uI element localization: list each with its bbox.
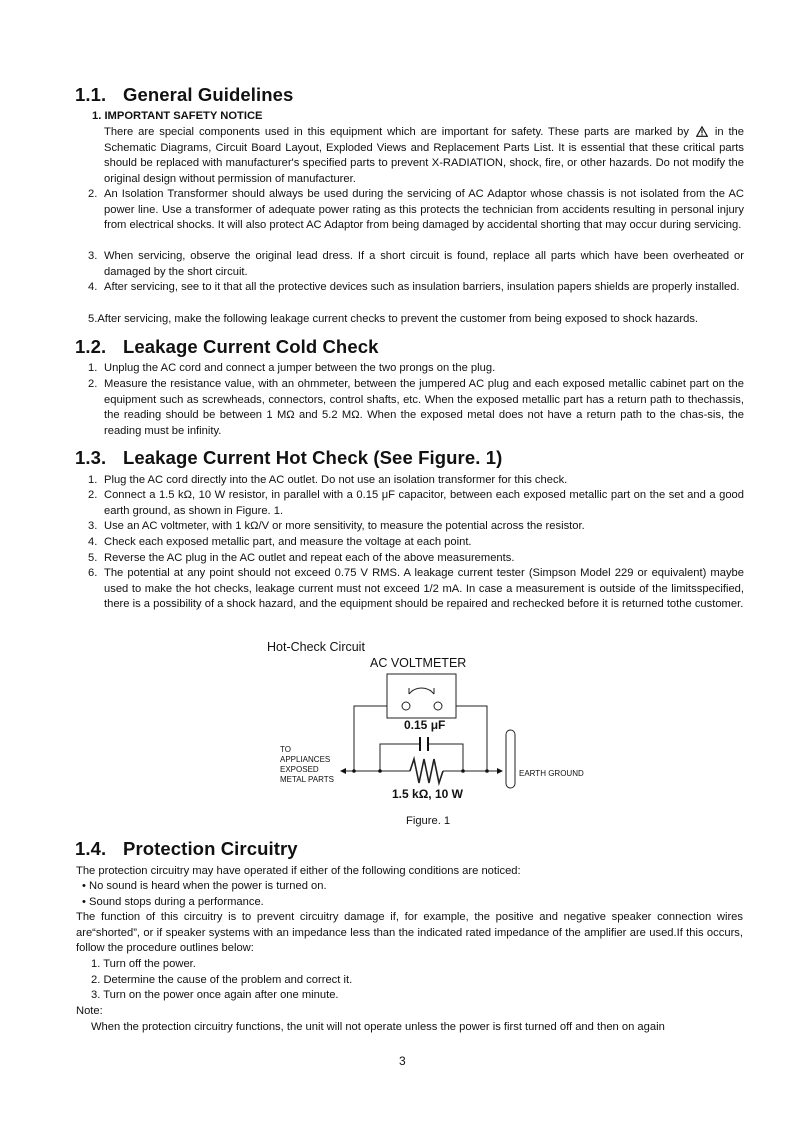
section-heading-1-2: 1.2. Leakage Current Cold Check xyxy=(75,336,379,357)
safety-notice-item-1: There are special components used in this equipment which are important for safety. These parts are marked by in the Schematic Diagrams, Circuit Board Layout, Exploded Views and Replacement Parts List. It is essential that these critical parts should be replaced with manufacturer's specified parts to prevent X-RADIATION, shock, fire, or other hazards. Do not modify the original design without permission of manufacturer. xyxy=(104,126,745,185)
note-text: When the protection circuitry functions, the unit will not operate unless the power is first turned off and then on again xyxy=(91,1021,665,1033)
guideline-item-5: 5.After servicing, make the following leakage current checks to prevent the customer from being exposed to shock hazards. xyxy=(88,313,699,325)
appliances-label: TO APPLIANCES EXPOSED METAL PARTS xyxy=(280,745,334,784)
hot-check-item-3: 3. Use an AC voltmeter, with 1 kΩ/V or more sensitivity, to measure the potential across the resistor. xyxy=(88,520,585,532)
wire-cap-right xyxy=(428,744,463,771)
section-heading-1-1: 1.1. General Guidelines xyxy=(75,84,294,105)
hot-check-item-4: 4. Check each exposed metallic part, and measure the voltage at each point. xyxy=(88,536,472,548)
warning-triangle-icon xyxy=(696,126,708,137)
voltmeter-dial-icon xyxy=(409,688,434,694)
guideline-item-2: 2. An Isolation Transformer should always be used during the servicing of AC Adaptor whose chassis is not isolated from the AC power line. Use a transformer of adequate power rating as this protects the technician from accidents resulting in personal injury from electrical shocks. It will also protect AC Adaptor from being damaged by accidental shorting that may occur during servicing. xyxy=(88,188,744,231)
protection-function-text: The function of this circuitry is to prevent circuitry damage if, for example, the positive and negative speaker connection wires are“shorted”, or if speaker systems with an impedance less than the indicated rated impedance of the amplifier are used.If this occurs, follow the procedure outlines below: xyxy=(76,911,743,954)
note-label: Note: xyxy=(76,1005,103,1017)
protection-step-1: 1. Turn off the power. xyxy=(91,958,196,970)
junction-dot-left-cap xyxy=(378,769,382,773)
arrow-right-icon xyxy=(497,768,503,774)
page-number: 3 xyxy=(399,1054,406,1068)
junction-dot-right-cap xyxy=(461,769,465,773)
hot-check-item-1: 1. Plug the AC cord directly into the AC outlet. Do not use an isolation transformer for this check. xyxy=(88,474,568,486)
section-heading-1-4: 1.4. Protection Circuitry xyxy=(75,838,298,859)
resistor-zigzag xyxy=(410,759,443,783)
protection-step-3: 3. Turn on the power once again after one minute. xyxy=(91,989,339,1001)
wire-left-outer xyxy=(354,706,387,771)
arrow-left-icon xyxy=(340,768,346,774)
safety-notice-heading: 1. IMPORTANT SAFETY NOTICE xyxy=(92,110,263,122)
hot-check-item-2: 2. Connect a 1.5 kΩ, 10 W resistor, in parallel with a 0.15 μF capacitor, between each exposed metallic part on the set and a good earth ground, as shown in Figure. 1. xyxy=(88,489,744,517)
capacitor-label: 0.15 μF xyxy=(404,718,446,732)
protection-bullet-1: • No sound is heard when the power is turned on. xyxy=(82,880,327,892)
guideline-item-4: 4. After servicing, see to it that all the protective devices such as insulation barriers, insulation papers shields are properly installed. xyxy=(88,281,740,293)
hot-check-item-6: 6. The potential at any point should not exceed 0.75 V RMS. A leakage current tester (Simpson Model 229 or equivalent) maybe used to make the hot checks, leakage current must not exceed 1/2 mA. In case a measurement is outside of the limitsspecified, there is a possibility of a shock hazard, and the equipment should be repaired and rechecked before it is returned tothe customer. xyxy=(88,567,744,610)
earth-ground-rod xyxy=(506,730,515,788)
figure-title: Hot-Check Circuit xyxy=(267,640,365,654)
protection-intro: The protection circuitry may have operated if either of the following conditions are noticed: xyxy=(76,865,521,877)
wire-right-outer xyxy=(456,706,487,771)
cold-check-item-1: 1. Unplug the AC cord and connect a jumper between the two prongs on the plug. xyxy=(88,362,496,374)
cold-check-item-2: 2. Measure the resistance value, with an ohmmeter, between the jumpered AC plug and each exposed metallic cabinet part on the equipment such as screwheads, connectors, control shafts, etc. When the exposed metallic part has a return path to thechassis, the reading should be between 1 MΩ and 5.2 MΩ. When the exposed metal does not have a return path to the chas-sis, the reading must be infinity. xyxy=(88,378,744,437)
guideline-item-3: 3. When servicing, observe the original lead dress. If a short circuit is found, replace all parts which have been overheated or damaged by the short circuit. xyxy=(88,250,744,278)
voltmeter-box xyxy=(387,674,456,718)
hot-check-item-5: 5. Reverse the AC plug in the AC outlet and repeat each of the above measurements. xyxy=(88,552,515,564)
figure-caption: Figure. 1 xyxy=(406,815,451,827)
voltmeter-terminal-left xyxy=(402,702,410,710)
earth-ground-label: EARTH GROUND xyxy=(519,769,584,778)
section-heading-1-3: 1.3. Leakage Current Hot Check (See Figure. 1) xyxy=(75,447,503,468)
protection-step-2: 2. Determine the cause of the problem and correct it. xyxy=(91,974,353,986)
junction-dot-left-outer xyxy=(352,769,356,773)
protection-bullet-2: • Sound stops during a performance. xyxy=(82,896,264,908)
voltmeter-terminal-right xyxy=(434,702,442,710)
resistor-label: 1.5 kΩ, 10 W xyxy=(392,787,463,801)
voltmeter-label: AC VOLTMETER xyxy=(370,656,467,670)
junction-dot-right-outer xyxy=(485,769,489,773)
